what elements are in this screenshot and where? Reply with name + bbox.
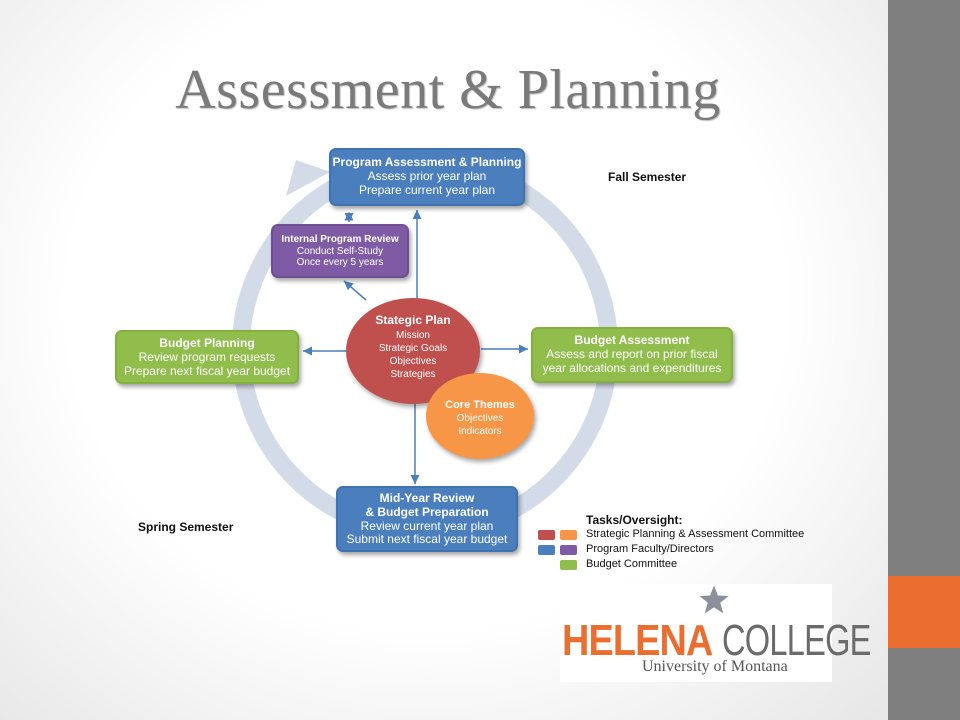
node-core-themes-title: Core Themes (445, 399, 515, 411)
legend-row-budget (538, 558, 682, 572)
legend-swatch-green (560, 560, 577, 570)
node-budget-assessment-line2: year allocations and expenditures (542, 360, 722, 375)
node-budget-planning (115, 330, 299, 384)
node-strategic-plan-line2: Strategic Goals (378, 342, 448, 354)
node-internal-review-line1: Conduct Self-Study (296, 245, 384, 257)
node-mid-year-review-title2: & Budget Preparation (365, 504, 489, 519)
node-mid-year-review-line2: Submit next fiscal year budget (346, 532, 508, 547)
node-core-themes-line2: Indicators (458, 426, 502, 438)
node-internal-review-line2: Once every 5 years (296, 257, 384, 268)
node-core-themes-line1: Objectives (456, 413, 504, 425)
node-program-assessment-line2: Prepare current year plan (358, 182, 496, 197)
node-core-themes (426, 373, 534, 459)
legend-swatch-orange (560, 530, 577, 540)
node-budget-assessment-title: Budget Assessment (574, 333, 690, 347)
node-budget-planning-line1: Review program requests (138, 349, 276, 364)
node-mid-year-review-title: Mid-Year Review (379, 491, 475, 505)
logo-subtitle: University of Montana (642, 658, 788, 675)
node-budget-planning-line2: Prepare next fiscal year budget (123, 363, 291, 378)
legend-row-strategic (538, 528, 805, 542)
fall-semester-label: Fall Semester (608, 170, 687, 184)
logo-word-helena: HELENA (562, 616, 713, 665)
logo-word-college: COLLEGE (722, 616, 871, 665)
node-program-assessment (329, 148, 525, 206)
legend-swatch-purple (560, 545, 577, 555)
node-mid-year-review-line1: Review current year plan (360, 518, 494, 533)
node-budget-assessment-line1: Assess and report on prior fiscal (546, 346, 718, 361)
node-mid-year-review (336, 486, 518, 552)
sidebar-accent-block (888, 576, 960, 648)
node-strategic-plan-line3: Objectives (389, 355, 437, 367)
node-program-assessment-title: Program Assessment & Planning (332, 155, 522, 169)
node-strategic-plan-line1: Mission (396, 329, 430, 341)
legend-row-faculty (538, 543, 714, 557)
slide-title: Assessment & Planning (175, 59, 721, 121)
arrow-center-to-internal (344, 281, 366, 300)
node-internal-review-title: Internal Program Review (281, 234, 399, 245)
node-strategic-plan-line4: Strategies (390, 368, 436, 380)
helena-college-logo (560, 584, 871, 682)
legend (538, 513, 805, 572)
node-budget-assessment (531, 327, 733, 383)
node-budget-planning-title: Budget Planning (159, 336, 255, 350)
legend-title: Tasks/Oversight: (586, 513, 683, 527)
node-internal-review (271, 224, 409, 278)
node-strategic-plan-title: Stategic Plan (375, 313, 451, 327)
node-program-assessment-line1: Assess prior year plan (367, 168, 487, 183)
star-icon (698, 584, 730, 616)
legend-swatch-blue (538, 545, 555, 555)
legend-swatch-red (538, 530, 555, 540)
legend-label-faculty: Program Faculty/Directors (586, 543, 714, 555)
legend-label-budget: Budget Committee (586, 558, 678, 570)
spring-semester-label: Spring Semester (138, 520, 234, 534)
legend-label-strategic: Strategic Planning & Assessment Committee (586, 528, 805, 540)
